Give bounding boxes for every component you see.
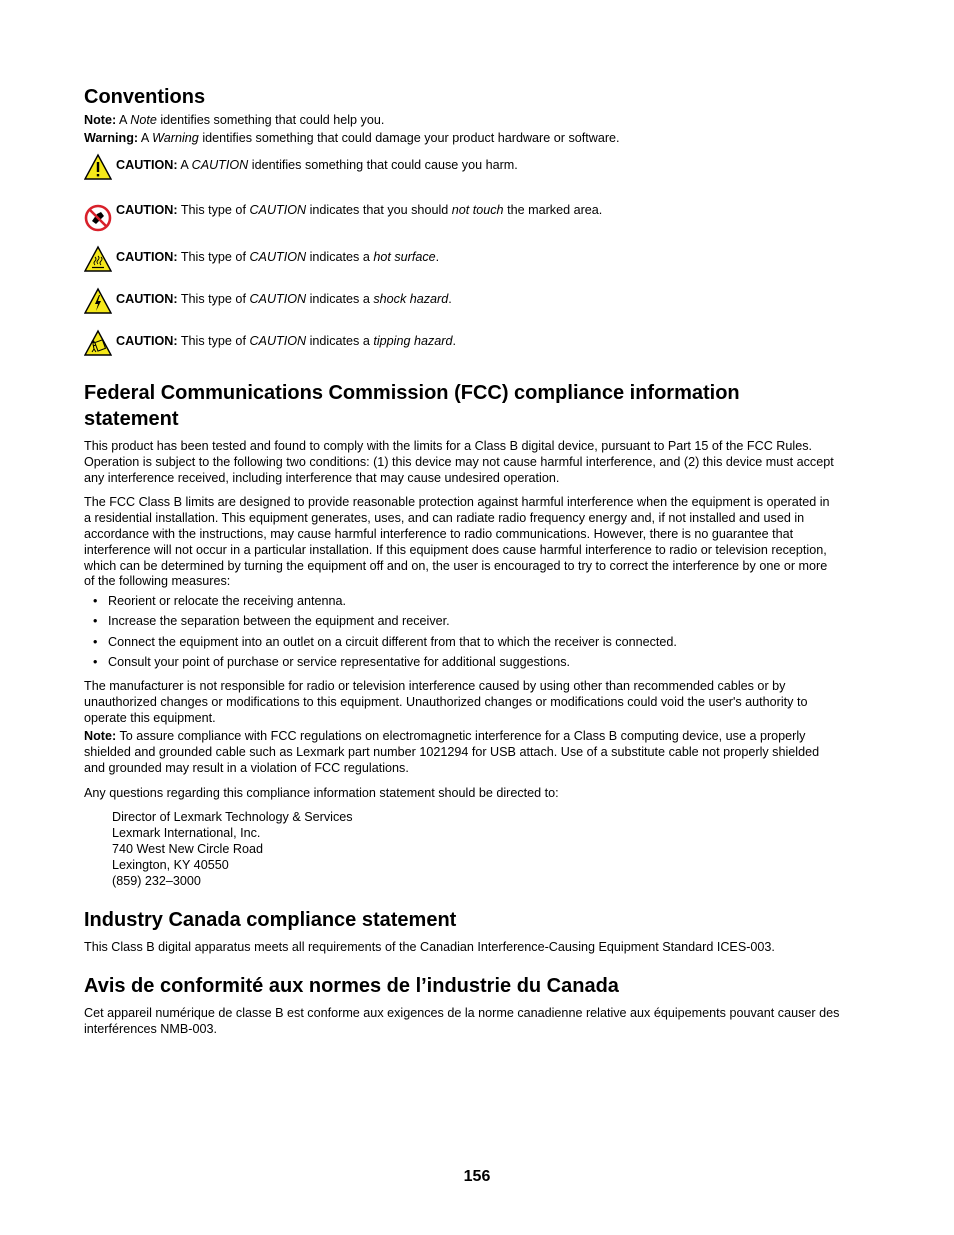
caution-pre: This type of xyxy=(180,334,246,348)
fcc-para2-line: a residential installation. This equipment generates, uses, and can radiate radio frequency energy and, if not installed and used in xyxy=(84,511,805,525)
warning-pre: A xyxy=(140,131,149,145)
fcc-para3-line: unauthorized changes or modifications to this equipment. Unauthorized changes or modifications could void the user's authority to xyxy=(84,695,808,709)
fcc-para2-line: accordance with the instructions, may cause harmful interference to radio communications. However, there is no guarantee that xyxy=(84,527,794,541)
conventions-heading: Conventions xyxy=(84,86,206,108)
caution-pre: This type of xyxy=(180,292,246,306)
fcc-heading-line2: statement xyxy=(84,408,179,430)
avis-line: interférences NMB-003. xyxy=(84,1022,217,1036)
fcc-para4: Any questions regarding this compliance information statement should be directed to: xyxy=(84,786,559,800)
no-touch-icon xyxy=(84,204,112,232)
caution-tipping-hazard xyxy=(84,333,874,363)
address-line: Lexmark International, Inc. xyxy=(112,826,261,840)
caution-label: CAUTION: xyxy=(116,203,178,217)
caution-em: CAUTION xyxy=(249,203,307,217)
caution-label: CAUTION: xyxy=(116,158,178,172)
fcc-note-line: and grounded may result in a violation of FCC regulations. xyxy=(84,761,409,775)
caution-post: . xyxy=(435,250,440,264)
caution-triangle-icon xyxy=(84,153,112,181)
caution-em: CAUTION xyxy=(249,250,307,264)
fcc-note-line: shielded and grounded cable such as Lexmark part number 1021294 for USB attach. Use of a substitute cable not properly shielded xyxy=(84,745,820,759)
list-item: • Consult your point of purchase or service representative for additional suggestions. xyxy=(84,654,874,674)
fcc-para2-line: of the following measures: xyxy=(84,574,231,588)
warning-line xyxy=(84,130,874,146)
note-post: identifies something that could help you. xyxy=(160,113,385,127)
hot-surface-icon xyxy=(84,245,112,273)
fcc-para1-line: This product has been tested and found to comply with the limits for a Class B digital device, pursuant to Part 15 of the FCC Rules. xyxy=(84,439,813,453)
canada-heading: Industry Canada compliance statement xyxy=(84,909,457,931)
fcc-para1-line: Operation is subject to the following two conditions: (1) this device may not cause harmful interference, and (2) this device must accept xyxy=(84,455,834,469)
note-em: Note xyxy=(130,113,157,127)
fcc-heading-line1: Federal Communications Commission (FCC) compliance information xyxy=(84,382,740,404)
note-label: Note: xyxy=(84,113,117,127)
canada-text: This Class B digital apparatus meets all requirements of the Canadian Interference-Causing Equipment Standard ICES-003. xyxy=(84,940,775,954)
caution-em2: hot surface xyxy=(373,250,436,264)
caution-em2: shock hazard xyxy=(373,292,449,306)
caution-text: indicates a xyxy=(309,250,370,264)
caution-no-touch xyxy=(84,202,874,232)
fcc-para1-line: any interference received, including interference that may cause undesired operation. xyxy=(84,471,560,485)
caution-post: . xyxy=(452,334,456,348)
avis-heading: Avis de conformité aux normes de l’industrie du Canada xyxy=(84,975,619,997)
warning-em: Warning xyxy=(152,131,199,145)
tipping-hazard-icon xyxy=(84,329,112,357)
shock-hazard-icon xyxy=(84,287,112,315)
fcc-note-text: To assure compliance with FCC regulations on electromagnetic interference for a Class B computing device, use a properly xyxy=(119,729,806,743)
warning-post: identifies something that could damage your product hardware or software. xyxy=(202,131,620,145)
list-item: • Connect the equipment into an outlet on a circuit different from that to which the receiver is connected. xyxy=(84,634,874,654)
fcc-para3-line: operate this equipment. xyxy=(84,711,216,725)
caution-pre: This type of xyxy=(180,250,246,264)
caution-em: CAUTION xyxy=(249,292,307,306)
address-line: Director of Lexmark Technology & Services xyxy=(112,810,353,824)
list-item: • Increase the separation between the equipment and receiver. xyxy=(84,613,874,633)
caution-em2: tipping hazard xyxy=(373,334,453,348)
avis-line: Cet appareil numérique de classe B est conforme aux exigences de la norme canadienne relative aux équipements pouvant causer des xyxy=(84,1006,840,1020)
caution-hot-surface xyxy=(84,249,874,279)
caution-label: CAUTION: xyxy=(116,334,178,348)
note-pre: A xyxy=(119,113,127,127)
caution-em: CAUTION xyxy=(191,158,249,172)
address-line: (859) 232–3000 xyxy=(112,874,201,888)
fcc-para3-line: The manufacturer is not responsible for radio or television interference caused by using other than recommended cables or by xyxy=(84,679,786,693)
caution-em: CAUTION xyxy=(249,334,307,348)
address-line: Lexington, KY 40550 xyxy=(112,858,229,872)
fcc-para2-line: interference will not occur in a particular installation. If this equipment does cause harmful interference to radio or television reception, xyxy=(84,543,827,557)
caution-text: identifies something that could cause you harm. xyxy=(251,158,518,172)
caution-pre: This type of xyxy=(180,203,246,217)
address-line: 740 West New Circle Road xyxy=(112,842,263,856)
caution-post: . xyxy=(448,292,452,306)
caution-label: CAUTION: xyxy=(116,292,178,306)
fcc-para2-line: The FCC Class B limits are designed to provide reasonable protection against harmful interference when the equipment is operated in xyxy=(84,495,830,509)
caution-em2: not touch xyxy=(451,203,504,217)
caution-general xyxy=(84,157,874,187)
note-line xyxy=(84,112,874,128)
caution-text: indicates a xyxy=(309,292,370,306)
fcc-measures-list xyxy=(84,593,874,674)
warning-label: Warning: xyxy=(84,131,139,145)
caution-post: the marked area. xyxy=(507,203,603,217)
caution-pre: A xyxy=(180,158,189,172)
list-item: • Reorient or relocate the receiving antenna. xyxy=(84,593,874,613)
caution-label: CAUTION: xyxy=(116,250,178,264)
fcc-para2-line: which can be determined by turning the equipment off and on, the user is encouraged to try to correct the interference by one or more xyxy=(84,559,828,573)
fcc-note-line xyxy=(84,728,874,744)
caution-text: indicates that you should xyxy=(309,203,449,217)
fcc-note-label: Note: xyxy=(84,729,117,743)
page-number: 156 xyxy=(463,1168,491,1185)
caution-text: indicates a xyxy=(309,334,370,348)
caution-shock-hazard xyxy=(84,291,874,321)
